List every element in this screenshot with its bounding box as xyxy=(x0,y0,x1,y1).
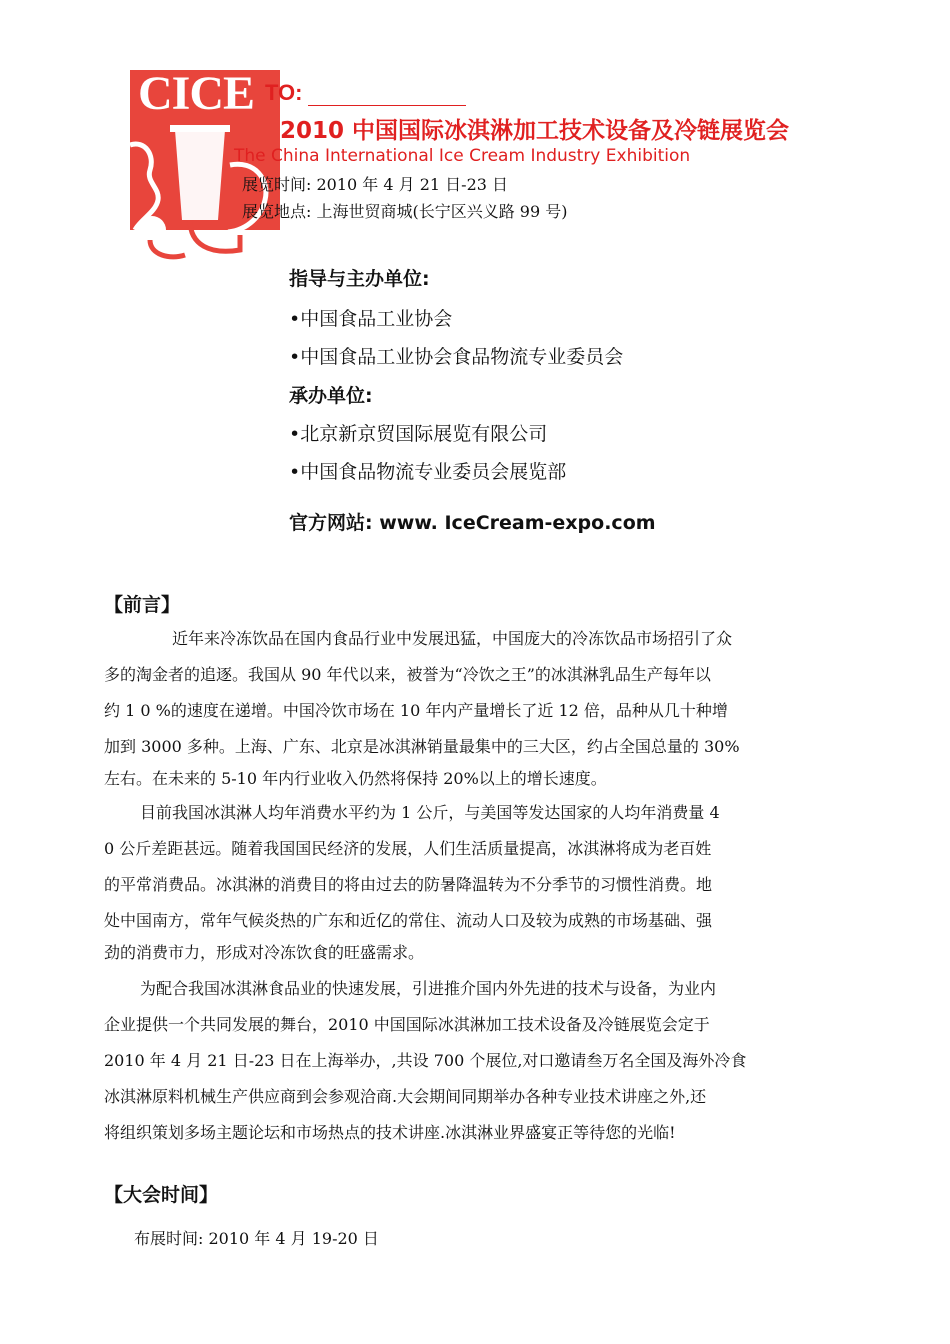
organizer-item: •中国食品物流专业委员会展览部 xyxy=(289,461,567,483)
preface-line: 企业提供一个共同发展的舞台，2010 中国国际冰淇淋加工技术设备及冷链展览会定于 xyxy=(104,1015,710,1034)
preface-line: 劲的消费市力，形成对冷冻饮食的旺盛需求。 xyxy=(104,943,425,962)
preface-title: 【前言】 xyxy=(104,594,181,616)
preface-line: 左右。在未来的 5-10 年内行业收入仍然将保持 20%以上的增长速度。 xyxy=(104,769,607,788)
to-label: TO: xyxy=(265,80,303,105)
organizer-item: •北京新京贸国际展览有限公司 xyxy=(289,423,548,445)
logo-text: CICE xyxy=(138,67,255,120)
preface-line: 目前我国冰淇淋人均年消费水平约为 1 公斤，与美国等发达国家的人均年消费量 4 xyxy=(140,803,720,822)
exhibition-time: 展览时间: 2010 年 4 月 21 日-23 日 xyxy=(242,175,509,194)
to-recipient-line xyxy=(265,80,466,106)
preface-line: 多的淘金者的追逐。我国从 90 年代以来，被誉为“冷饮之王”的冰淇淋乳品生产每年以 xyxy=(104,665,711,684)
preface-line: 的平常消费品。冰淇淋的消费目的将由过去的防暑降温转为不分季节的习惯性消费。地 xyxy=(104,875,713,894)
schedule-title: 【大会时间】 xyxy=(104,1184,219,1206)
preface-line: 将组织策划多场主题论坛和市场热点的技术讲座.冰淇淋业界盛宴正等待您的光临! xyxy=(104,1123,676,1142)
preface-line: 冰淇淋原料机械生产供应商到会参观洽商.大会期间同期举办各种专业技术讲座之外,还 xyxy=(104,1087,707,1106)
exhibition-subtitle: The China International Ice Cream Industry Exhibition xyxy=(234,146,691,166)
preface-line: 约 1 0 %的速度在递增。中国冷饮市场在 10 年内产量增长了近 12 倍，品种从几十种增 xyxy=(104,701,728,720)
exhibition-title: 2010 中国国际冰淇淋加工技术设备及冷链展览会 xyxy=(280,118,790,144)
preface-line: 0 公斤差距甚远。随着我国国民经济的发展，人们生活质量提高，冰淇淋将成为老百姓 xyxy=(104,839,712,858)
host-label: 指导与主办单位: xyxy=(289,268,430,290)
preface-line: 2010 年 4 月 21 日-23 日在上海举办，,共设 700 个展位,对口邀请叁万名全国及海外冷食 xyxy=(104,1051,747,1070)
preface-line: 加到 3000 多种。上海、广东、北京是冰淇淋销量最集中的三大区，约占全国总量的 30% xyxy=(104,737,740,756)
setup-time: 布展时间: 2010 年 4 月 19-20 日 xyxy=(134,1229,379,1248)
exhibition-venue: 展览地点: 上海世贸商城(长宁区兴义路 99 号) xyxy=(242,202,568,221)
host-item: •中国食品工业协会食品物流专业委员会 xyxy=(289,346,624,368)
preface-line: 为配合我国冰淇淋食品业的快速发展，引进推介国内外先进的技术与设备，为业内 xyxy=(140,979,717,998)
host-item: •中国食品工业协会 xyxy=(289,308,453,330)
preface-line: 处中国南方，常年气候炎热的广东和近亿的常住、流动人口及较为成熟的市场基础、强 xyxy=(104,911,713,930)
official-website: 官方网站: www. IceCream-expo.com xyxy=(289,512,656,534)
recipient-blank xyxy=(308,85,466,106)
organizer-label: 承办单位: xyxy=(289,385,373,407)
preface-line: 近年来冷冻饮品在国内食品行业中发展迅猛，中国庞大的冷冻饮品市场招引了众 xyxy=(172,629,733,648)
